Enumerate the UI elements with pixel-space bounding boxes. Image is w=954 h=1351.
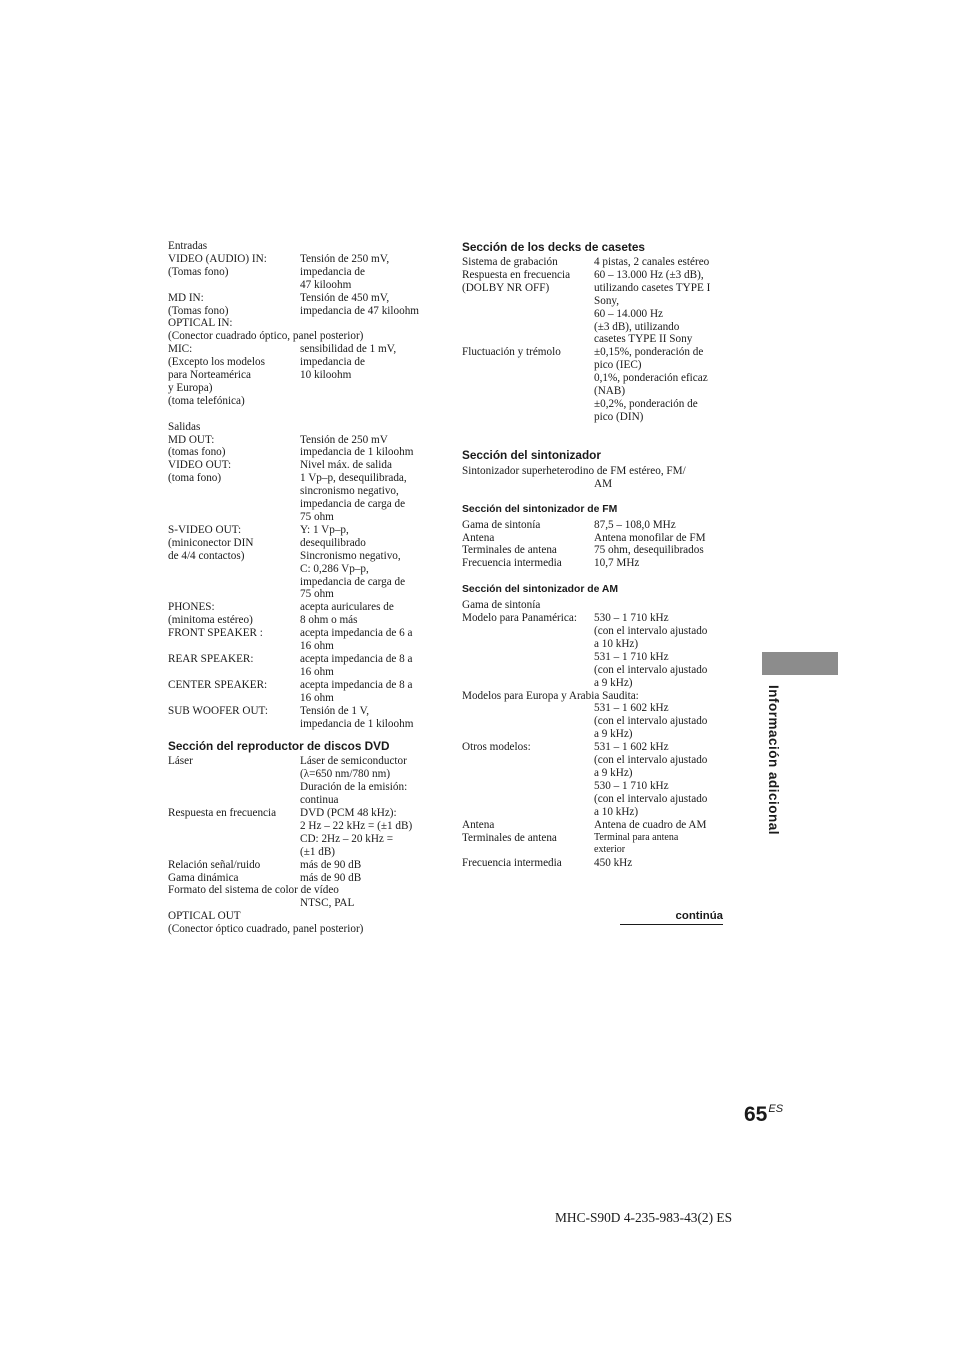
spec-s-video-out: S-VIDEO OUT: (miniconector DIN de 4/4 contactos) Y: 1 Vp–p, desequilibrado Sincronismo negativo, C: 0,286 Vp–p, impedancia de carga de 75 ohm xyxy=(168,523,406,601)
spec-dvd-frequency-response: Respuesta en frecuencia DVD (PCM 48 kHz): 2 Hz – 22 kHz = (±1 dB) CD: 2Hz – 20 kHz = (±1 dB) xyxy=(168,807,413,858)
spec-fm-antenna: Antena Antena monofilar de FM xyxy=(462,531,706,544)
spec-fm-range: Gama de sintonía 87,5 – 108,0 MHz xyxy=(462,518,676,531)
spec-color-system: Formato del sistema de color de vídeo NTSC, PAL xyxy=(168,884,355,910)
am-range-heading: Gama de sintonía xyxy=(462,599,541,612)
fm-section-title: Sección del sintonizador de FM xyxy=(462,503,618,515)
spec-recording-system: Sistema de grabación 4 pistas, 2 canales estéreo xyxy=(462,256,710,268)
spec-mic: MIC: (Excepto los modelos para Norteamérica y Europa) (toma telefónica) sensibilidad de 1 mV, impedancia de 10 kiloohm xyxy=(168,343,397,407)
left-column xyxy=(168,240,438,936)
spec-md-out: MD OUT: (tomas fono) Tensión de 250 mV impedancia de 1 kiloohm xyxy=(168,433,414,459)
spec-md-in: MD IN: (Tomas fono) Tensión de 450 mV, impedancia de 47 kiloohm xyxy=(168,291,419,317)
spec-phones: PHONES: (minitoma estéreo) acepta auriculares de 8 ohm o más xyxy=(168,601,394,627)
spec-video-out: VIDEO OUT: (toma fono) Nivel máx. de salida 1 Vp–p, desequilibrada, sincronismo negativo, impedancia de carga de 75 ohm xyxy=(168,459,407,524)
spec-sub-woofer-out: SUB WOOFER OUT: Tensión de 1 V, impedancia de 1 kiloohm xyxy=(168,704,414,730)
dvd-section-title: Sección del reproductor de discos DVD xyxy=(168,739,390,754)
spec-video-audio-in: VIDEO (AUDIO) IN: (Tomas fono) Tensión de 250 mV, impedancia de 47 kiloohm xyxy=(168,252,390,291)
page-language-suffix: ES xyxy=(768,1103,784,1115)
spec-wow-flutter: Fluctuación y trémolo ±0,15%, ponderación de pico (IEC) 0,1%, ponderación eficaz (NAB) ±0,2%, ponderación de pico (DIN) xyxy=(462,346,708,423)
spec-laser: Láser Láser de semiconductor (λ=650 nm/780 nm) Duración de la emisión: continua xyxy=(168,755,408,807)
continued-label: continúa xyxy=(620,909,723,925)
spec-dynamic-range: Gama dinámica más de 90 dB xyxy=(168,871,362,884)
model-code-line: MHC-S90D 4-235-983-43(2) ES xyxy=(555,1210,733,1225)
spec-am-antenna: Antena Antena de cuadro de AM xyxy=(462,818,707,831)
am-section-title: Sección del sintonizador de AM xyxy=(462,584,619,596)
page-number: $65^{ES}$ xyxy=(744,1103,784,1126)
spec-front-speaker: FRONT SPEAKER : acepta impedancia de 6 a 16 ohm xyxy=(168,627,413,653)
spec-am-europe: Modelos para Europa y Arabia Saudita: 531 – 1 602 kHz (con el intervalo ajustado a 9 kHz) xyxy=(462,689,708,741)
spec-am-if: Frecuencia intermedia 450 kHz xyxy=(462,857,633,870)
spec-snr: Relación señal/ruido más de 90 dB xyxy=(168,858,362,871)
spec-am-other: Otros modelos: 531 – 1 602 kHz (con el intervalo ajustado a 9 kHz) 530 – 1 710 kHz (con el intervalo ajustado a 10 kHz) xyxy=(462,741,708,818)
spec-fm-if: Frecuencia intermedia 10,7 MHz xyxy=(462,557,640,570)
spec-deck-frequency-response: Respuesta en frecuencia (DOLBY NR OFF) 60 – 13.000 Hz (±3 dB), utilizando casetes TYPE I Sony, 60 – 14.000 Hz (±3 dB), utilizando casetes TYPE II Sony xyxy=(462,268,711,346)
spec-am-panama: Modelo para Panamérica: 530 – 1 710 kHz (con el intervalo ajustado a 10 kHz) 531 – 1 710 kHz (con el intervalo ajustado a 9 kHz) xyxy=(462,612,708,689)
tuner-description: Sintonizador superheterodino de FM estéreo, FM/ AM xyxy=(462,464,686,490)
spec-rear-speaker: REAR SPEAKER: acepta impedancia de 8 a 16 ohm xyxy=(168,652,413,678)
salidas-heading: Salidas xyxy=(168,420,201,433)
spec-fm-terminals: Terminales de antena 75 ohm, desequilibrados xyxy=(462,544,704,557)
section-side-title: Información adicional xyxy=(766,685,781,836)
spec-optical-out: OPTICAL OUT (Conector óptico cuadrado, panel posterior) xyxy=(168,910,364,936)
right-column xyxy=(462,240,724,870)
entradas-heading: Entradas xyxy=(168,240,208,252)
spec-center-speaker: CENTER SPEAKER: acepta impedancia de 8 a 16 ohm xyxy=(168,678,413,704)
section-tab-marker xyxy=(762,652,838,675)
spec-optical-in: OPTICAL IN: (Conector cuadrado óptico, panel posterior) xyxy=(168,317,364,343)
spec-am-terminals: Terminales de antena Terminal para antena exterior xyxy=(462,831,679,856)
deck-section-title: Sección de los decks de casetes xyxy=(462,240,645,254)
tuner-section-title: Sección del sintonizador xyxy=(462,447,601,462)
